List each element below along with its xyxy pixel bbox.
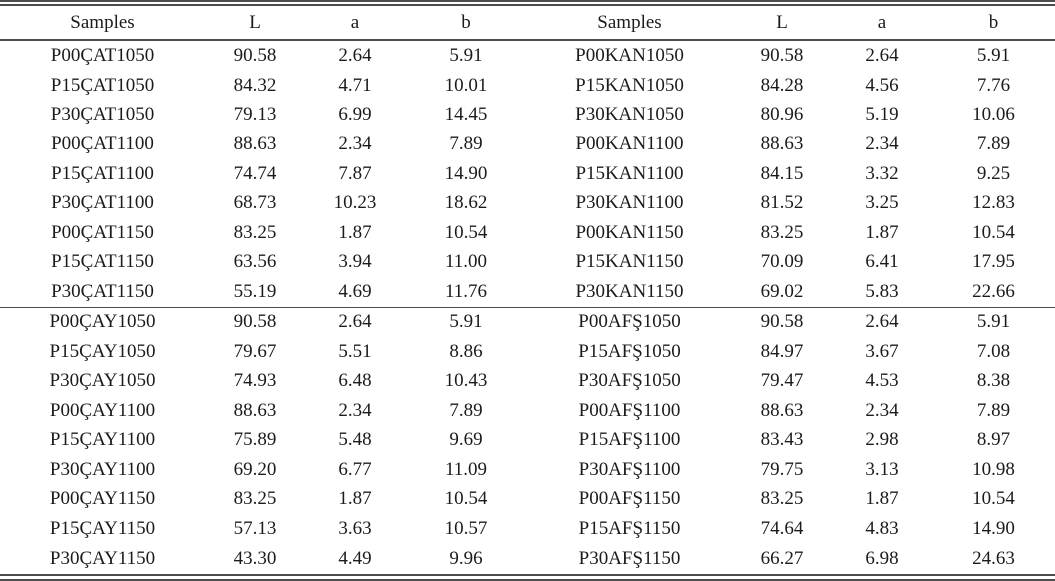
value-cell: 7.89 <box>449 399 483 421</box>
value-cell: 84.32 <box>233 74 277 96</box>
header-b: b <box>405 3 527 40</box>
sample-name-cell: P15AFŞ1050 <box>578 340 681 362</box>
value-cell: 83.25 <box>233 488 277 510</box>
value-cell: 75.89 <box>233 429 277 451</box>
value-cell: 1.87 <box>338 488 372 510</box>
value-cell: 5.19 <box>865 103 899 125</box>
table-section-1 <box>0 40 1055 307</box>
sample-name-cell: P30KAN1100 <box>575 192 684 214</box>
header-l: L <box>205 3 305 40</box>
value-cell: 1.87 <box>865 221 899 243</box>
value-cell: 10.06 <box>972 103 1015 125</box>
value-cell: 2.34 <box>865 133 899 155</box>
value-cell: 8.97 <box>976 429 1011 451</box>
value-cell: 5.51 <box>338 340 372 362</box>
header-b: b <box>932 3 1055 40</box>
value-cell: 5.91 <box>976 311 1011 333</box>
value-cell: 8.38 <box>976 370 1011 392</box>
value-cell: 11.09 <box>444 458 488 480</box>
table-row <box>0 367 1055 396</box>
value-cell: 84.15 <box>760 162 804 184</box>
value-cell: 17.95 <box>972 251 1015 273</box>
sample-name-cell: P00AFŞ1100 <box>578 399 681 421</box>
sample-name-cell: P15AFŞ1150 <box>578 517 681 539</box>
sample-name-cell: P30ÇAY1150 <box>49 547 156 569</box>
value-cell: 57.13 <box>233 517 277 539</box>
value-cell: 10.23 <box>333 192 377 214</box>
sample-name-cell: P15ÇAT1150 <box>51 251 154 273</box>
value-cell: 2.34 <box>865 399 899 421</box>
sample-name-cell: P00AFŞ1150 <box>578 488 681 510</box>
value-cell: 83.25 <box>233 221 277 243</box>
table-row <box>0 189 1055 218</box>
sample-name-cell: P15KAN1150 <box>575 251 684 273</box>
value-cell: 14.45 <box>444 103 488 125</box>
value-cell: 11.00 <box>444 251 488 273</box>
header-samples: Samples <box>0 3 205 40</box>
value-cell: 3.32 <box>865 162 899 184</box>
value-cell: 5.48 <box>338 429 372 451</box>
value-cell: 80.96 <box>760 103 804 125</box>
value-cell: 5.83 <box>865 280 899 302</box>
value-cell: 10.54 <box>444 221 488 243</box>
value-cell: 90.58 <box>760 311 804 333</box>
value-cell: 12.83 <box>972 192 1015 214</box>
header-a: a <box>832 3 932 40</box>
value-cell: 5.91 <box>449 44 483 66</box>
sample-name-cell: P00ÇAT1050 <box>50 44 155 66</box>
table-header <box>0 3 1055 40</box>
value-cell: 5.91 <box>449 311 483 333</box>
value-cell: 24.63 <box>972 547 1015 569</box>
value-cell: 4.71 <box>338 74 372 96</box>
header-samples: Samples <box>527 3 732 40</box>
sample-name-cell: P30ÇAT1050 <box>50 103 155 125</box>
sample-name-cell: P15KAN1050 <box>575 74 684 96</box>
sample-name-cell: P00ÇAT1100 <box>51 133 154 155</box>
table-section-2 <box>0 307 1055 577</box>
value-cell: 8.86 <box>449 340 483 362</box>
sample-name-cell: P15AFŞ1100 <box>578 429 681 451</box>
table-row <box>0 514 1055 543</box>
value-cell: 69.20 <box>233 458 277 480</box>
sample-name-cell: P15ÇAY1100 <box>49 429 156 451</box>
sample-name-cell: P00ÇAT1150 <box>51 221 154 243</box>
value-cell: 90.58 <box>233 44 277 66</box>
value-cell: 4.83 <box>865 517 899 539</box>
value-cell: 79.13 <box>233 103 277 125</box>
value-cell: 6.41 <box>865 251 899 273</box>
value-cell: 68.73 <box>233 192 277 214</box>
value-cell: 10.98 <box>972 458 1015 480</box>
value-cell: 7.87 <box>338 162 372 184</box>
value-cell: 88.63 <box>233 133 277 155</box>
value-cell: 90.58 <box>760 44 804 66</box>
sample-name-cell: P00AFŞ1050 <box>578 311 681 333</box>
value-cell: 2.64 <box>865 44 899 66</box>
value-cell: 70.09 <box>760 251 804 273</box>
value-cell: 83.25 <box>760 221 804 243</box>
value-cell: 4.49 <box>338 547 372 569</box>
header-row <box>0 3 1055 40</box>
sample-name-cell: P15ÇAT1100 <box>51 162 154 184</box>
sample-name-cell: P15ÇAY1050 <box>49 340 156 362</box>
value-cell: 2.98 <box>865 429 899 451</box>
value-cell: 7.76 <box>976 74 1011 96</box>
table-row <box>0 40 1055 71</box>
sample-name-cell: P00KAN1100 <box>575 133 684 155</box>
value-cell: 3.25 <box>865 192 899 214</box>
value-cell: 9.25 <box>976 162 1011 184</box>
value-cell: 22.66 <box>972 280 1015 302</box>
header-a: a <box>305 3 405 40</box>
value-cell: 79.47 <box>760 370 804 392</box>
table-row <box>0 130 1055 159</box>
value-cell: 3.94 <box>338 251 372 273</box>
value-cell: 74.93 <box>233 370 277 392</box>
value-cell: 7.89 <box>976 399 1011 421</box>
value-cell: 6.99 <box>338 103 372 125</box>
value-cell: 9.96 <box>449 547 483 569</box>
sample-name-cell: P00ÇAY1100 <box>49 399 156 421</box>
value-cell: 88.63 <box>760 133 804 155</box>
table-row <box>0 277 1055 307</box>
value-cell: 88.63 <box>233 399 277 421</box>
value-cell: 2.64 <box>338 311 372 333</box>
sample-name-cell: P00ÇAY1150 <box>49 488 156 510</box>
sample-name-cell: P30ÇAT1150 <box>51 280 154 302</box>
value-cell: 1.87 <box>338 221 372 243</box>
value-cell: 2.34 <box>338 133 372 155</box>
value-cell: 7.89 <box>449 133 483 155</box>
value-cell: 81.52 <box>760 192 804 214</box>
value-cell: 2.64 <box>865 311 899 333</box>
table-row <box>0 71 1055 100</box>
value-cell: 10.43 <box>444 370 488 392</box>
value-cell: 11.76 <box>444 280 488 302</box>
value-cell: 74.64 <box>760 517 804 539</box>
sample-name-cell: P15ÇAY1150 <box>49 517 156 539</box>
table-row <box>0 100 1055 129</box>
table-row <box>0 337 1055 366</box>
value-cell: 2.34 <box>338 399 372 421</box>
sample-name-cell: P30AFŞ1050 <box>578 370 681 392</box>
table-row <box>0 159 1055 188</box>
sample-name-cell: P30ÇAY1100 <box>49 458 156 480</box>
sample-name-cell: P15KAN1100 <box>575 162 684 184</box>
table-row <box>0 484 1055 513</box>
value-cell: 69.02 <box>760 280 804 302</box>
value-cell: 7.08 <box>976 340 1011 362</box>
sample-name-cell: P00KAN1150 <box>575 221 684 243</box>
table-row <box>0 396 1055 425</box>
value-cell: 10.57 <box>444 517 488 539</box>
value-cell: 10.01 <box>444 74 488 96</box>
value-cell: 4.69 <box>338 280 372 302</box>
value-cell: 10.54 <box>972 221 1015 243</box>
table-row <box>0 307 1055 337</box>
sample-name-cell: P30ÇAY1050 <box>49 370 156 392</box>
sample-name-cell: P30KAN1150 <box>575 280 684 302</box>
value-cell: 74.74 <box>233 162 277 184</box>
value-cell: 10.54 <box>972 488 1015 510</box>
value-cell: 1.87 <box>865 488 899 510</box>
value-cell: 83.43 <box>760 429 804 451</box>
value-cell: 84.97 <box>760 340 804 362</box>
value-cell: 63.56 <box>233 251 277 273</box>
sample-name-cell: P30AFŞ1100 <box>578 458 681 480</box>
value-cell: 3.13 <box>865 458 899 480</box>
sample-name-cell: P30KAN1050 <box>575 103 684 125</box>
value-cell: 2.64 <box>338 44 372 66</box>
sample-name-cell: P00ÇAY1050 <box>49 311 156 333</box>
value-cell: 14.90 <box>444 162 488 184</box>
value-cell: 9.69 <box>449 429 483 451</box>
value-cell: 6.77 <box>338 458 372 480</box>
table-row <box>0 543 1055 577</box>
value-cell: 10.54 <box>444 488 488 510</box>
sample-name-cell: P00KAN1050 <box>575 44 684 66</box>
value-cell: 7.89 <box>976 133 1011 155</box>
table-row <box>0 455 1055 484</box>
value-cell: 6.48 <box>338 370 372 392</box>
value-cell: 4.56 <box>865 74 899 96</box>
table-row <box>0 247 1055 276</box>
value-cell: 4.53 <box>865 370 899 392</box>
value-cell: 66.27 <box>760 547 804 569</box>
value-cell: 43.30 <box>233 547 277 569</box>
value-cell: 5.91 <box>976 44 1011 66</box>
value-cell: 3.63 <box>338 517 372 539</box>
value-cell: 79.75 <box>760 458 804 480</box>
sample-name-cell: P15ÇAT1050 <box>50 74 155 96</box>
sample-name-cell: P30AFŞ1150 <box>578 547 681 569</box>
value-cell: 55.19 <box>233 280 277 302</box>
value-cell: 90.58 <box>233 311 277 333</box>
value-cell: 6.98 <box>865 547 899 569</box>
value-cell: 88.63 <box>760 399 804 421</box>
value-cell: 3.67 <box>865 340 899 362</box>
value-cell: 18.62 <box>444 192 488 214</box>
header-l: L <box>732 3 832 40</box>
value-cell: 84.28 <box>760 74 804 96</box>
sample-name-cell: P30ÇAT1100 <box>51 192 154 214</box>
value-cell: 83.25 <box>760 488 804 510</box>
value-cell: 14.90 <box>972 517 1015 539</box>
table-row <box>0 218 1055 247</box>
table-row <box>0 426 1055 455</box>
value-cell: 79.67 <box>233 340 277 362</box>
